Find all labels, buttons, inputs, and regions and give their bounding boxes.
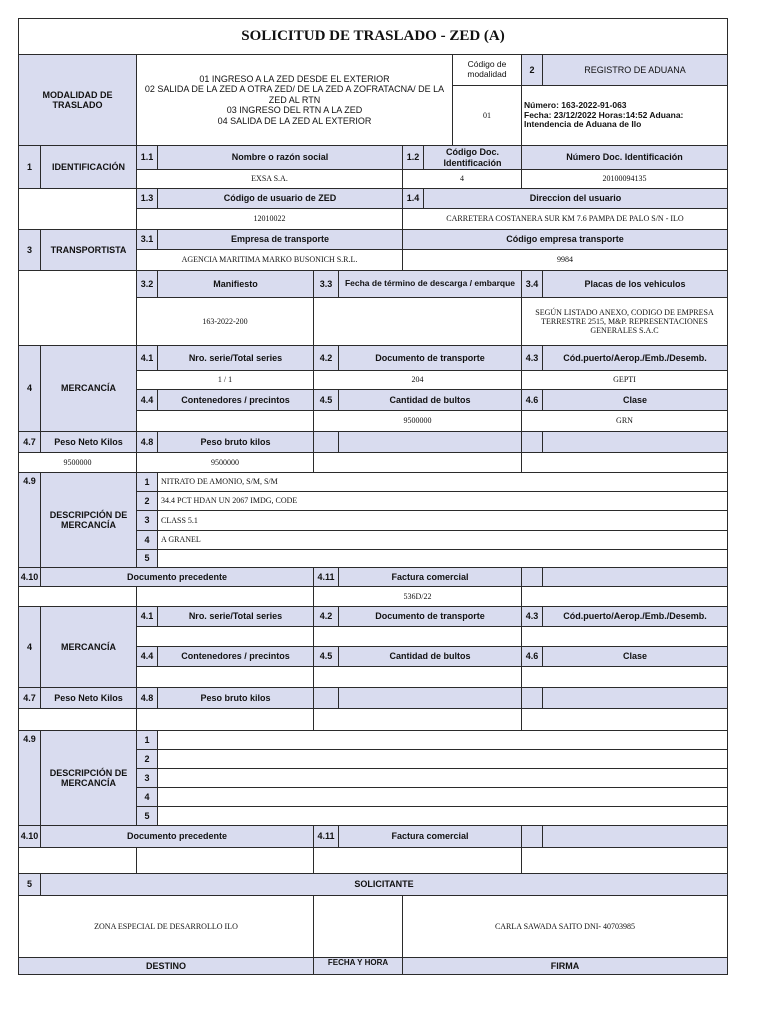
desc-line-num: 1 (136, 472, 158, 492)
field-4-11-num: 4.11 (313, 825, 339, 848)
field-4-1-num: 4.1 (136, 606, 158, 627)
field-4-2-num: 4.2 (313, 606, 339, 627)
desc-line-num: 5 (136, 549, 158, 568)
desc-line-text (157, 749, 728, 769)
registro-numero: Número: 163-2022-91-063 (524, 99, 627, 110)
fecha-descarga-label: Fecha de término de descarga / embarque (338, 270, 522, 298)
peso-bruto-label: Peso bruto kilos (157, 687, 314, 709)
manifiesto-value: 163-2022-200 (136, 297, 314, 346)
desc-line-text: 34.4 PCT HDAN UN 2067 IMDG, CODE (157, 491, 728, 511)
desc-line-num: 3 (136, 768, 158, 788)
field-4-8-num: 4.8 (136, 687, 158, 709)
registro-aduana-details (521, 85, 728, 146)
peso-neto-value (18, 708, 137, 731)
field-1-1-num: 1.1 (136, 145, 158, 170)
peso-bruto-label: Peso bruto kilos (157, 431, 314, 453)
blank-header (313, 431, 339, 453)
blank-cell (18, 188, 137, 230)
peso-bruto-value (136, 708, 314, 731)
nro-serie-label: Nro. serie/Total series (157, 606, 314, 627)
form-title: SOLICITUD DE TRASLADO - ZED (A) (18, 18, 728, 55)
blank-header (313, 687, 339, 709)
blank-cell (521, 586, 728, 607)
blank-header (521, 431, 543, 453)
desc-line-text: NITRATO DE AMONIO, S/M, S/M (157, 472, 728, 492)
empresa-transporte-value: AGENCIA MARITIMA MARKO BUSONICH S.R.L. (136, 249, 403, 271)
blank-header (338, 431, 522, 453)
desc-line-num: 1 (136, 730, 158, 750)
blank-header (521, 567, 543, 587)
blank-cell (18, 586, 137, 607)
firma-label: FIRMA (402, 957, 728, 975)
field-4-5-num: 4.5 (313, 389, 339, 411)
field-4-2-num: 4.2 (313, 345, 339, 371)
codigo-usuario-value: 12010022 (136, 208, 403, 230)
field-4-5-num: 4.5 (313, 646, 339, 667)
destino-value: ZONA ESPECIAL DE DESARROLLO ILO (18, 895, 314, 958)
documento-transporte-value (313, 626, 522, 647)
desc-line-text (157, 806, 728, 826)
codigo-empresa-value: 9984 (402, 249, 728, 271)
desc-line-text (157, 768, 728, 788)
peso-neto-label: Peso Neto Kilos (40, 431, 137, 453)
desc-line-text: A GRANEL (157, 530, 728, 550)
field-4-8-num: 4.8 (136, 431, 158, 453)
factura-comercial-label: Factura comercial (338, 825, 522, 848)
desc-line-num: 3 (136, 510, 158, 531)
field-4-7-num: 4.7 (18, 687, 41, 709)
blank-cell (313, 708, 522, 731)
documento-precedente-value (136, 586, 314, 607)
factura-comercial-label: Factura comercial (338, 567, 522, 587)
section-4-num-2: 4 (18, 606, 41, 688)
blank-cell (521, 708, 728, 731)
codigo-doc-value: 4 (402, 169, 522, 189)
documento-transporte-label: Documento de transporte (338, 345, 522, 371)
field-4-4-num: 4.4 (136, 389, 158, 411)
modalidad-option-03: 03 INGRESO DEL RTN A LA ZED (226, 105, 363, 116)
peso-neto-value: 9500000 (18, 452, 137, 473)
factura-comercial-value: 536D/22 (313, 586, 522, 607)
modalidad-options (136, 54, 453, 146)
nombre-razon-label: Nombre o razón social (157, 145, 403, 170)
field-4-6-num: 4.6 (521, 389, 543, 411)
field-4-6-num: 4.6 (521, 646, 543, 667)
descripcion-mercancia-label: DESCRIPCIÓN DE MERCANCÍA (40, 472, 137, 568)
field-1-2-num: 1.2 (402, 145, 424, 170)
section-5-num: 5 (18, 873, 41, 896)
identificacion-label: IDENTIFICACIÓN (40, 145, 137, 189)
field-1-4-num: 1.4 (402, 188, 424, 209)
field-4-9-num: 4.9 (18, 730, 41, 826)
destino-label: DESTINO (18, 957, 314, 975)
codigo-modalidad-label: Código de modalidad (452, 54, 522, 86)
desc-line-num: 5 (136, 806, 158, 826)
placas-label: Placas de los vehiculos (542, 270, 728, 298)
placas-value: SEGÚN LISTADO ANEXO, CODIGO DE EMPRESA TERRESTRE 2515, M&P. REPRESENTACIONES GENERALES S.A.C (521, 297, 728, 346)
mercancia-label: MERCANCÍA (40, 345, 137, 432)
modalidad-option-02: 02 SALIDA DE LA ZED A OTRA ZED/ DE LA ZED A ZOFRATACNA/ DE LA ZED AL RTN (144, 84, 445, 105)
direccion-label: Direccion del usuario (423, 188, 728, 209)
field-3-1-num: 3.1 (136, 229, 158, 250)
contenedores-value (136, 666, 314, 688)
field-3-4-num: 3.4 (521, 270, 543, 298)
cantidad-bultos-value (313, 666, 522, 688)
modalidad-option-04: 04 SALIDA DE LA ZED AL EXTERIOR (217, 115, 372, 126)
peso-bruto-value: 9500000 (136, 452, 314, 473)
nro-serie-value (136, 626, 314, 647)
cantidad-bultos-value: 9500000 (313, 410, 522, 432)
nro-serie-label: Nro. serie/Total series (157, 345, 314, 371)
blank-header (542, 431, 728, 453)
nombre-razon-value: EXSA S.A. (136, 169, 403, 189)
desc-line-num: 2 (136, 749, 158, 769)
desc-line-num: 4 (136, 530, 158, 550)
blank-header (542, 825, 728, 848)
blank-cell (521, 847, 728, 874)
documento-precedente-value (136, 847, 314, 874)
descripcion-mercancia-label-2: DESCRIPCIÓN DE MERCANCÍA (40, 730, 137, 826)
fecha-descarga-value (313, 297, 522, 346)
blank-cell (521, 452, 728, 473)
documento-precedente-label: Documento precedente (40, 567, 314, 587)
blank-cell (18, 270, 137, 346)
codigo-doc-label: Código Doc. Identificación (423, 145, 522, 170)
field-4-7-num: 4.7 (18, 431, 41, 453)
registro-num: 2 (521, 54, 543, 86)
direccion-value: CARRETERA COSTANERA SUR KM 7.6 PAMPA DE PALO S/N - ILO (402, 208, 728, 230)
desc-line-num: 2 (136, 491, 158, 511)
cod-puerto-label: Cód.puerto/Aerop./Emb./Desemb. (542, 606, 728, 627)
cod-puerto-value (521, 626, 728, 647)
section-1-num: 1 (18, 145, 41, 189)
fecha-hora-label: FECHA Y HORA (313, 957, 403, 975)
clase-value (521, 666, 728, 688)
mercancia-label-2: MERCANCÍA (40, 606, 137, 688)
clase-label: Clase (542, 646, 728, 667)
documento-transporte-label: Documento de transporte (338, 606, 522, 627)
field-3-2-num: 3.2 (136, 270, 158, 298)
cod-puerto-value: GEPTI (521, 370, 728, 390)
desc-line-num: 4 (136, 787, 158, 807)
section-3-num: 3 (18, 229, 41, 271)
blank-header (338, 687, 522, 709)
solicitante-label: SOLICITANTE (40, 873, 728, 896)
modalidad-label: MODALIDAD DE TRASLADO (18, 54, 137, 146)
cantidad-bultos-label: Cantidad de bultos (338, 389, 522, 411)
empresa-transporte-label: Empresa de transporte (157, 229, 403, 250)
codigo-modalidad-value: 01 (452, 85, 522, 146)
field-4-9-num: 4.9 (18, 472, 41, 568)
blank-cell (18, 847, 137, 874)
blank-header (542, 567, 728, 587)
desc-line-text (157, 730, 728, 750)
codigo-empresa-label: Código empresa transporte (402, 229, 728, 250)
field-4-1-num: 4.1 (136, 345, 158, 371)
registro-aduana-label: REGISTRO DE ADUANA (542, 54, 728, 86)
field-4-3-num: 4.3 (521, 606, 543, 627)
cod-puerto-label: Cód.puerto/Aerop./Emb./Desemb. (542, 345, 728, 371)
fecha-hora-value (313, 895, 403, 958)
field-4-4-num: 4.4 (136, 646, 158, 667)
nro-serie-value: 1 / 1 (136, 370, 314, 390)
registro-fecha: Fecha: 23/12/2022 Horas:14:52 Aduana: (524, 109, 684, 120)
desc-line-text: CLASS 5.1 (157, 510, 728, 531)
field-3-3-num: 3.3 (313, 270, 339, 298)
field-4-3-num: 4.3 (521, 345, 543, 371)
documento-precedente-label: Documento precedente (40, 825, 314, 848)
contenedores-label: Contenedores / precintos (157, 389, 314, 411)
numero-doc-value: 20100094135 (521, 169, 728, 189)
field-1-3-num: 1.3 (136, 188, 158, 209)
manifiesto-label: Manifiesto (157, 270, 314, 298)
contenedores-value (136, 410, 314, 432)
peso-neto-label: Peso Neto Kilos (40, 687, 137, 709)
section-4-num: 4 (18, 345, 41, 432)
factura-comercial-value (313, 847, 522, 874)
field-4-10-num: 4.10 (18, 825, 41, 848)
registro-aduana-name: Intendencia de Aduana de Ilo (524, 119, 642, 130)
blank-header (521, 825, 543, 848)
blank-cell (313, 452, 522, 473)
desc-line-text (157, 787, 728, 807)
desc-line-text (157, 549, 728, 568)
field-4-11-num: 4.11 (313, 567, 339, 587)
clase-value: GRN (521, 410, 728, 432)
clase-label: Clase (542, 389, 728, 411)
firma-value: CARLA SAWADA SAITO DNI- 40703985 (402, 895, 728, 958)
contenedores-label: Contenedores / precintos (157, 646, 314, 667)
field-4-10-num: 4.10 (18, 567, 41, 587)
transportista-label: TRANSPORTISTA (40, 229, 137, 271)
numero-doc-label: Número Doc. Identificación (521, 145, 728, 170)
cantidad-bultos-label: Cantidad de bultos (338, 646, 522, 667)
blank-header (521, 687, 543, 709)
modalidad-option-01: 01 INGRESO A LA ZED DESDE EL EXTERIOR (199, 74, 390, 85)
codigo-usuario-label: Código de usuario de ZED (157, 188, 403, 209)
documento-transporte-value: 204 (313, 370, 522, 390)
blank-header (542, 687, 728, 709)
